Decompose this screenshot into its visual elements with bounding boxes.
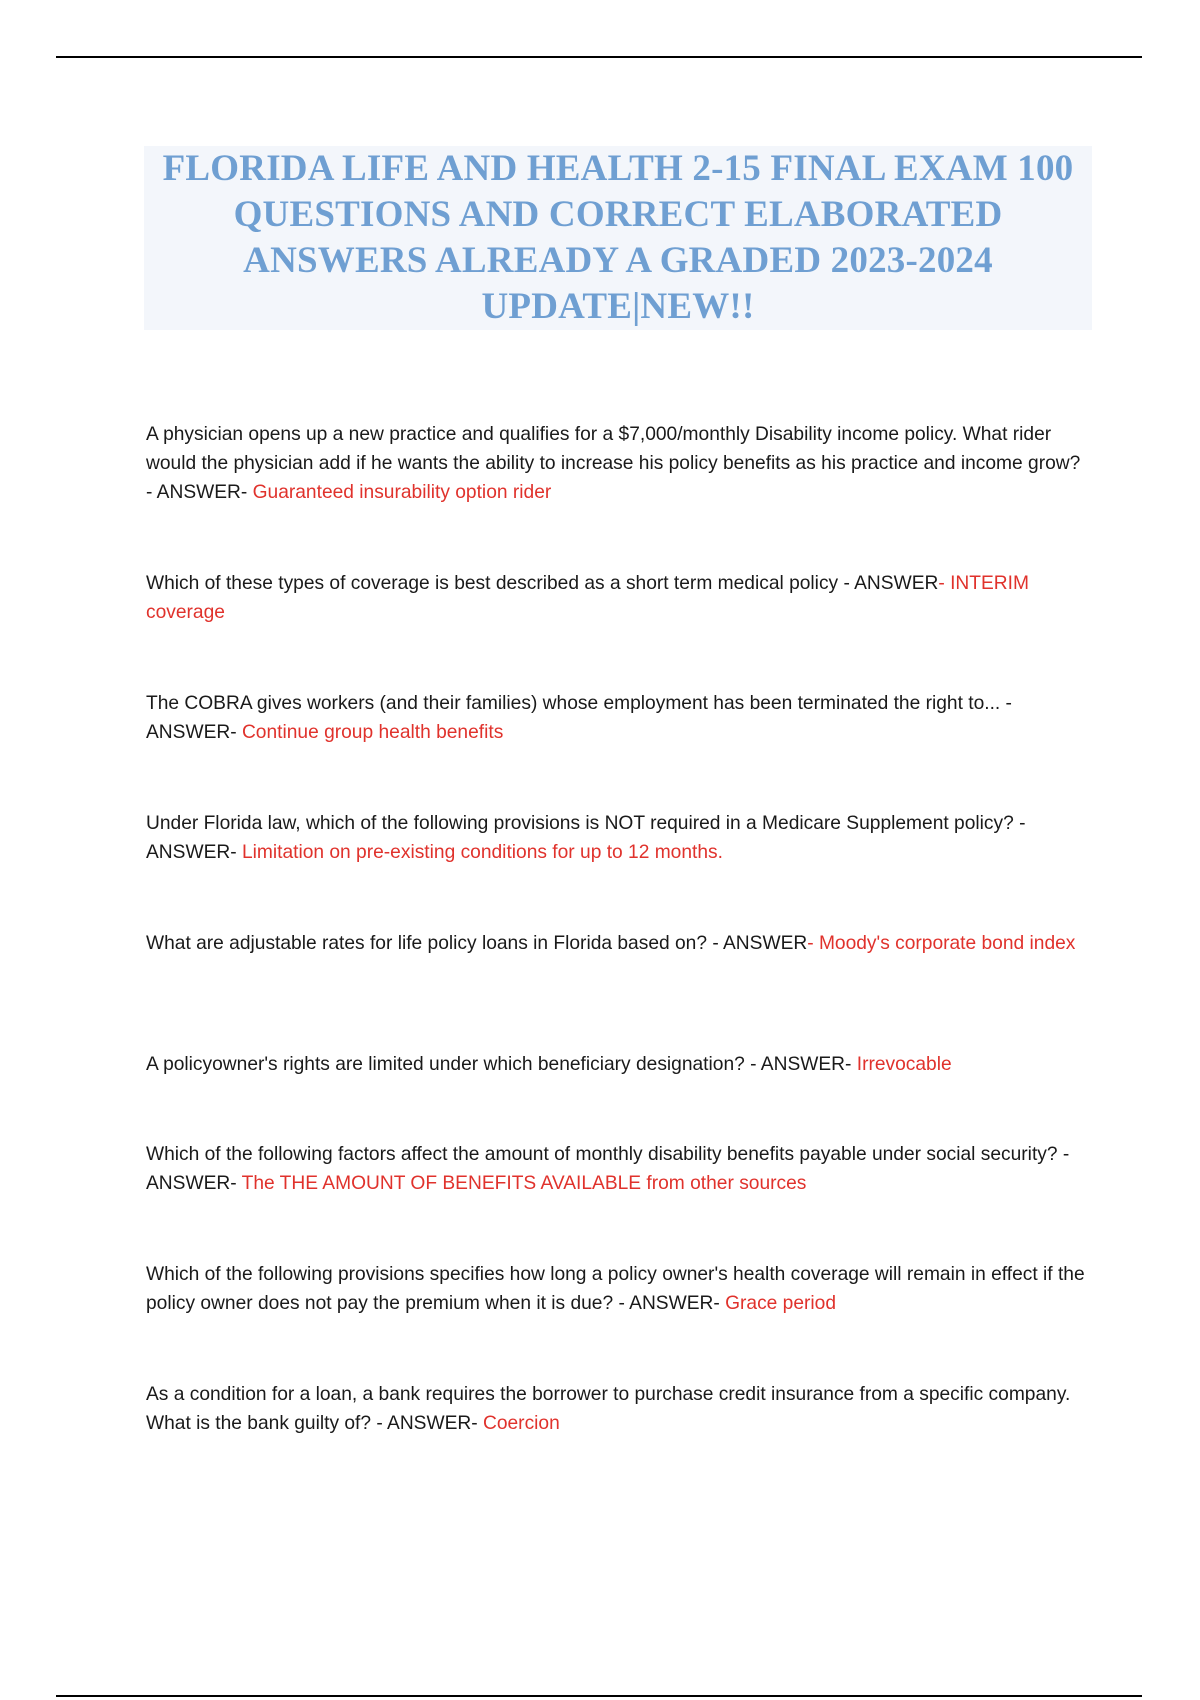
answer-text: Grace period (725, 1293, 837, 1314)
question-text: The COBRA gives workers (and their families) whose employment has been terminated the right to... - ANSWER- (146, 693, 1012, 743)
document-title: FLORIDA LIFE AND HEALTH 2-15 FINAL EXAM 100 QUESTIONS AND CORRECT ELABORATED ANSWERS ALREADY A GRADED 2023-2024 UPDATE|NEW!! (162, 148, 1074, 327)
title-banner (144, 146, 1092, 330)
qa-item (146, 689, 1086, 747)
answer-text: - INTERIM coverage (146, 573, 1029, 623)
qa-item (146, 569, 1086, 627)
question-text: A physician opens up a new practice and qualifies for a $7,000/monthly Disability income policy. What rider would the physician add if he wants the ability to increase his policy benefits as his practice and income grow? - ANSWER- (146, 424, 1081, 503)
question-text: As a condition for a loan, a bank requires the borrower to purchase credit insurance from a specific company. What is the bank guilty of? - ANSWER- (146, 1384, 1071, 1434)
question-text: Under Florida law, which of the following provisions is NOT required in a Medicare Supplement policy? - ANSWER- (146, 813, 1026, 863)
qa-item (146, 1380, 1086, 1438)
qa-item (146, 1140, 1086, 1198)
question-text: Which of the following factors affect the amount of monthly disability benefits payable under social security? - ANSWER- (146, 1144, 1070, 1194)
answer-text: The THE AMOUNT OF BENEFITS AVAILABLE from other sources (241, 1173, 807, 1194)
qa-item (146, 420, 1086, 507)
answer-text: Guaranteed insurability option rider (252, 482, 552, 503)
qa-item (146, 1260, 1086, 1318)
qa-item (146, 1050, 1086, 1079)
qa-item (146, 929, 1086, 958)
bottom-rule (56, 1695, 1142, 1697)
answer-text: Coercion (482, 1413, 560, 1434)
question-text: Which of the following provisions specifies how long a policy owner's health coverage will remain in effect if the policy owner does not pay the premium when it is due? - ANSWER- (146, 1264, 1085, 1314)
answer-text: Limitation on pre-existing conditions for up to 12 months. (241, 842, 723, 863)
question-text: A policyowner's rights are limited under which beneficiary designation? - ANSWER- (146, 1054, 857, 1075)
question-text: What are adjustable rates for life policy loans in Florida based on? - ANSWER (146, 933, 808, 954)
qa-item (146, 809, 1086, 867)
answer-text: Continue group health benefits (241, 722, 504, 743)
top-rule (56, 56, 1142, 58)
answer-text: Irrevocable (856, 1054, 952, 1075)
answer-text: - Moody's corporate bond index (807, 933, 1076, 954)
question-text: Which of these types of coverage is best described as a short term medical policy - ANSWER (146, 573, 939, 594)
